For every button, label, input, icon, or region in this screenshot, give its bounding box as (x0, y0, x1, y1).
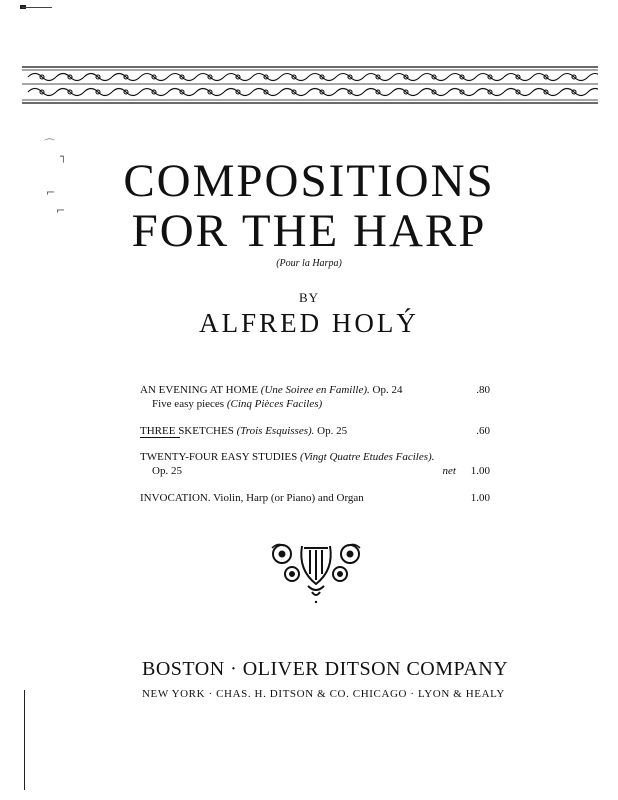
work-opus: Op. 25 (152, 465, 182, 477)
lyre-with-flowers-icon (268, 540, 364, 604)
net-label: net (442, 465, 456, 477)
work-entry (140, 383, 490, 411)
border-scroll (588, 89, 598, 96)
pencil-mark: ┐ (60, 150, 67, 163)
work-price: .60 (476, 425, 490, 437)
work-price: 1.00 (470, 465, 490, 477)
work-opus: Op. 25 (317, 425, 348, 437)
border-scroll (588, 74, 598, 81)
work-title: TWENTY-FOUR EASY STUDIES (140, 451, 298, 463)
composer-name: ALFRED HOLÝ (199, 308, 419, 338)
work-entry (140, 424, 490, 438)
work-title: THREE SKETCHES (140, 425, 234, 437)
work-french-title: (Trois Esquisses). (236, 425, 315, 437)
work-title: INVOCATION. (140, 492, 211, 504)
title-line-2: FOR THE HARP (131, 205, 487, 257)
underline-mark (140, 437, 180, 438)
work-sub-french: (Cinq Pièces Faciles) (226, 398, 323, 410)
corner-line (22, 7, 52, 8)
work-opus: Op. 24 (372, 384, 403, 396)
pencil-mark: ⌒ (44, 138, 55, 151)
work-french-title: (Vingt Quatre Etudes Faciles). (300, 451, 435, 463)
pencil-mark: ⌐ (56, 204, 66, 217)
work-price: .80 (476, 384, 490, 396)
publisher-cities: NEW YORK · CHAS. H. DITSON & CO. CHICAGO · LYON & HEALY (142, 688, 505, 700)
work-detail: Violin, Harp (or Piano) and Organ (213, 492, 364, 504)
margin-line (24, 690, 25, 790)
decorative-border (22, 66, 598, 104)
subtitle: (Pour la Harpa) (276, 258, 342, 269)
work-entry (140, 491, 490, 505)
work-french-title: (Une Soiree en Famille). (260, 384, 370, 396)
work-title: AN EVENING AT HOME (140, 384, 259, 396)
pencil-mark: ⌐ (46, 186, 56, 199)
work-entry (140, 450, 490, 478)
publisher-name: BOSTON · OLIVER DITSON COMPANY (142, 658, 509, 680)
by-label: BY (298, 290, 320, 305)
title-line-1: COMPOSITIONS (123, 155, 495, 207)
work-subtitle: Five easy pieces (152, 398, 225, 410)
work-price: 1.00 (470, 492, 490, 504)
